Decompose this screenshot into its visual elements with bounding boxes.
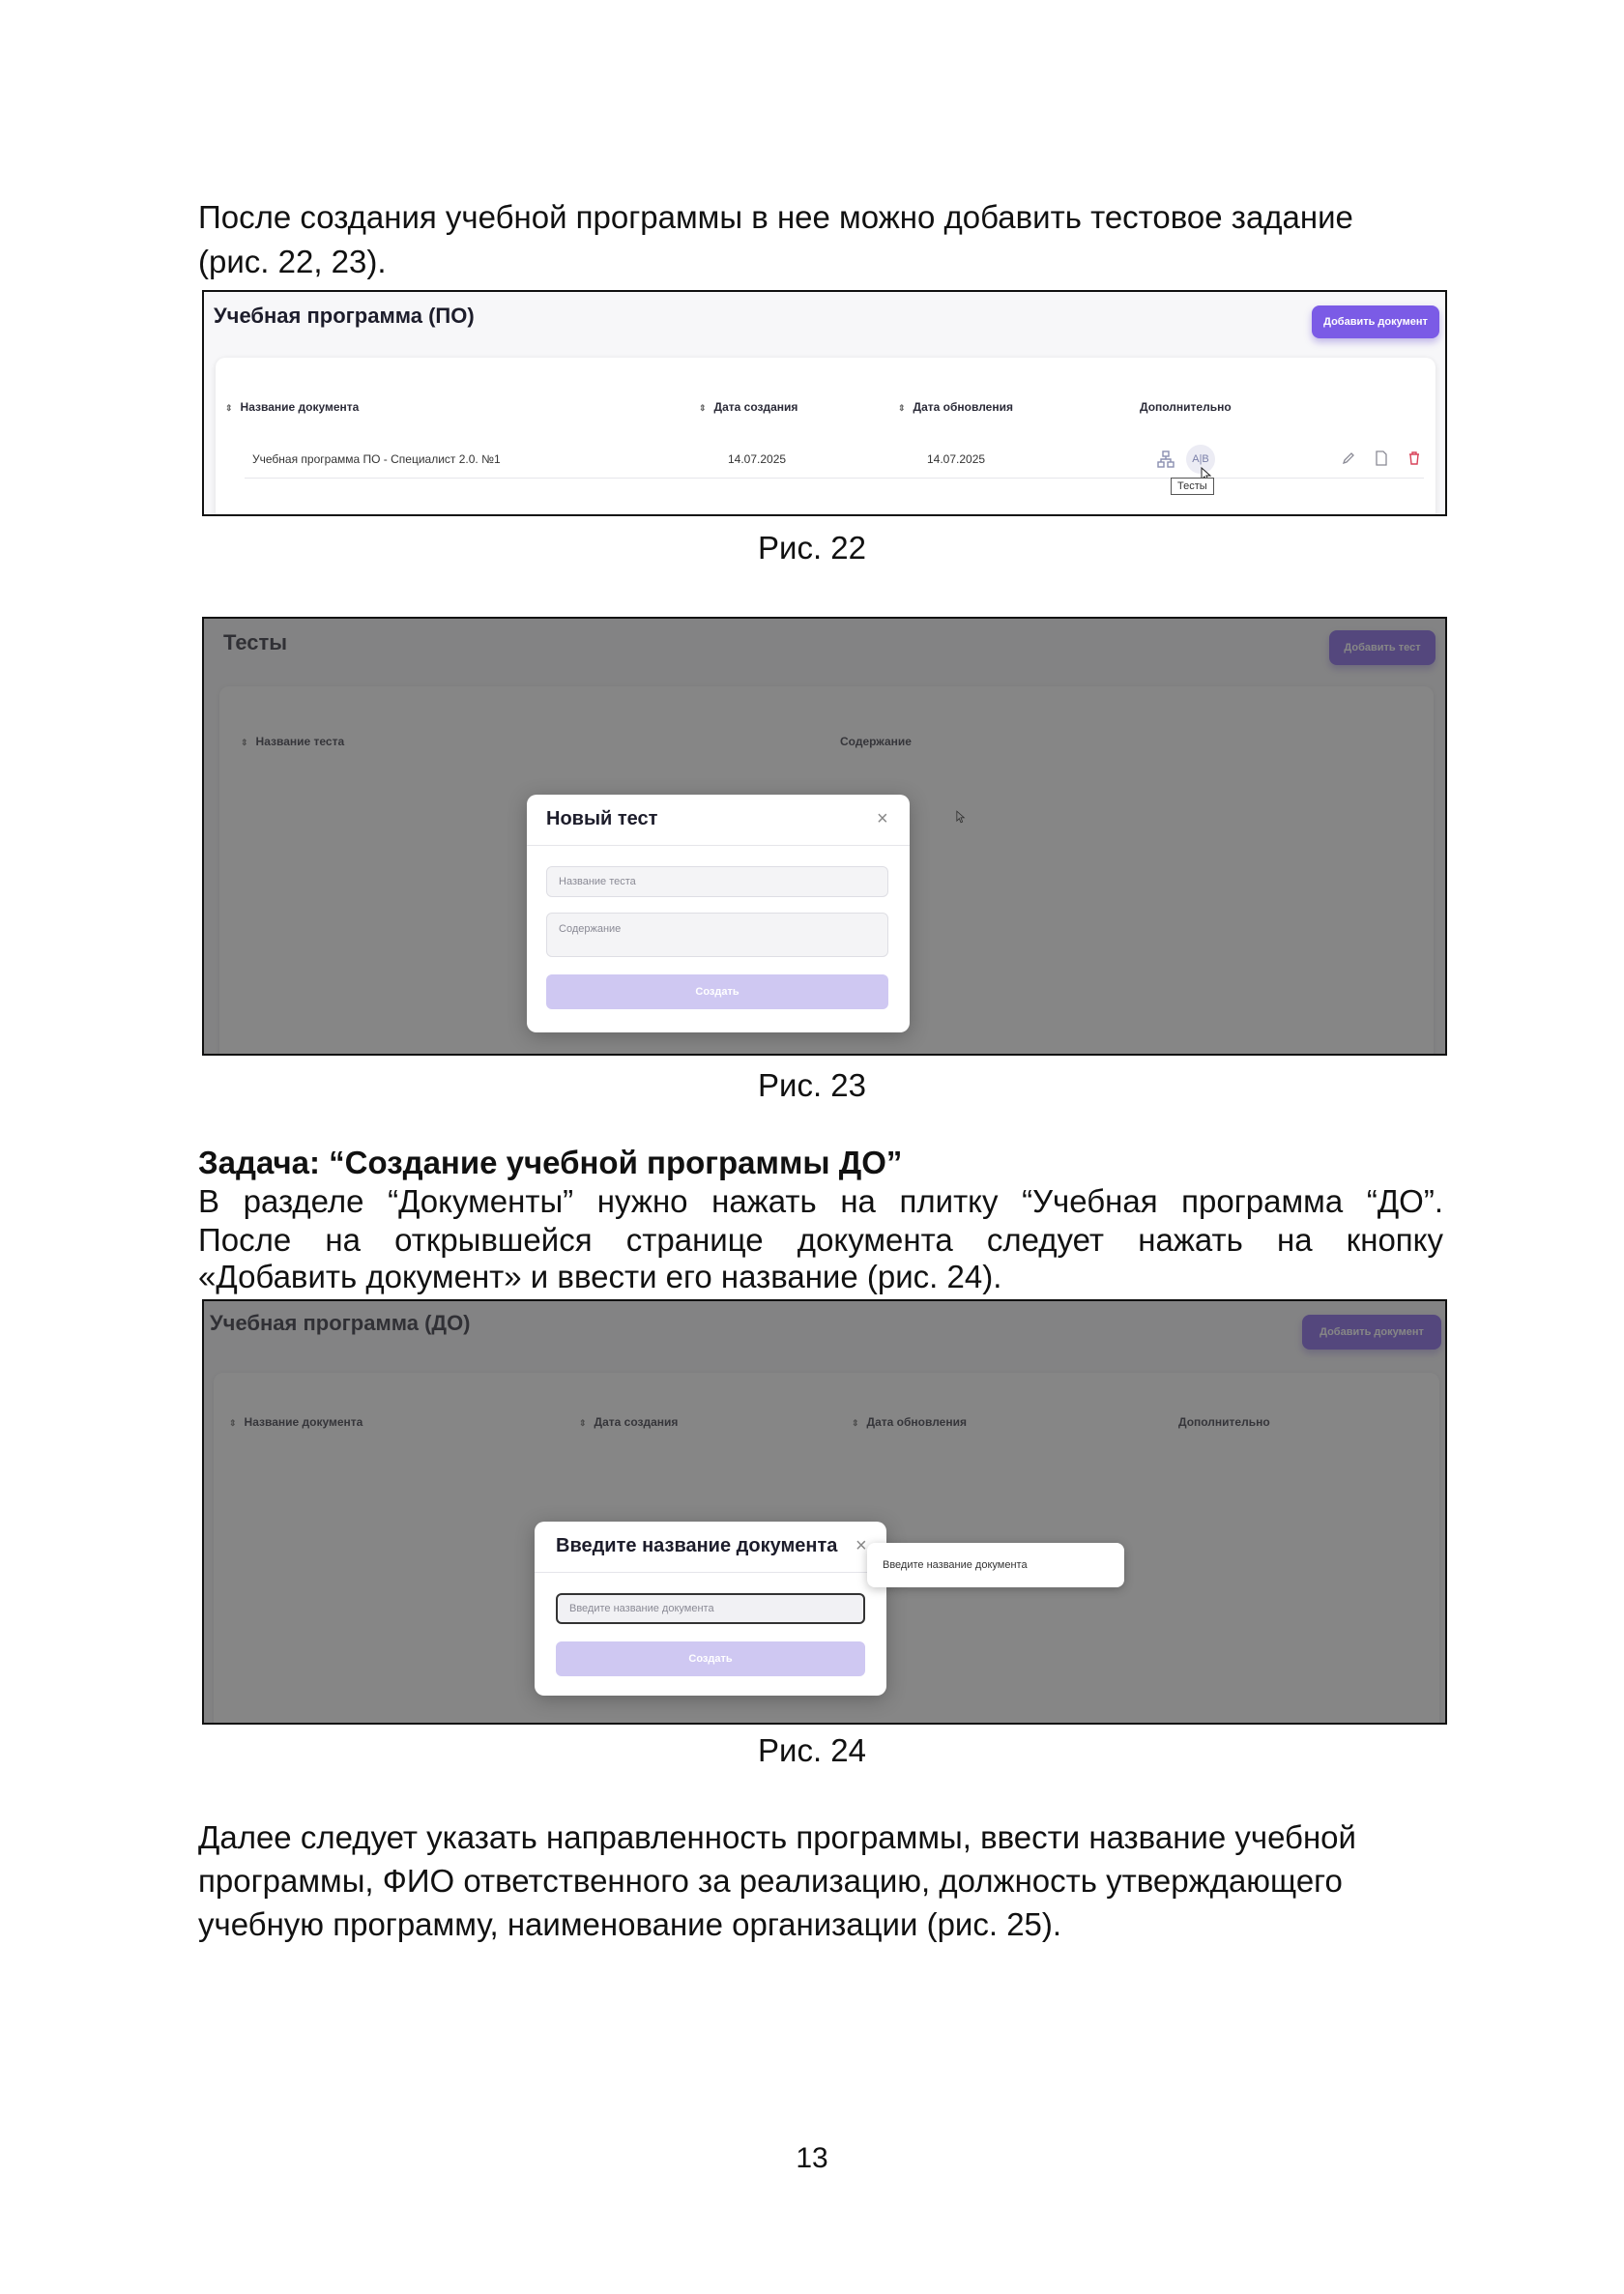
sort-icon[interactable]: ⇕ bbox=[699, 403, 707, 413]
fig24-caption: Рис. 24 bbox=[758, 1732, 866, 1768]
fig22-col-extra: Дополнительно bbox=[1140, 400, 1232, 414]
figure-23 bbox=[202, 617, 1447, 1056]
fig22-app bbox=[204, 292, 1445, 514]
fig23-modal-title: Новый тест bbox=[546, 808, 658, 829]
fig22-tooltip: Тесты bbox=[1171, 478, 1214, 495]
trash-icon[interactable] bbox=[1403, 447, 1426, 470]
fig24-document-name-modal bbox=[535, 1522, 886, 1696]
edit-icon[interactable] bbox=[1337, 447, 1360, 470]
intro-line-2: (рис. 22, 23). bbox=[198, 244, 387, 279]
outro-line-3: учебную программу, наименование организации (рис. 25). bbox=[198, 1906, 1062, 1942]
file-icon[interactable] bbox=[1370, 447, 1393, 470]
test-content-textarea[interactable]: Содержание bbox=[546, 913, 888, 957]
fig22-row-updated: 14.07.2025 bbox=[927, 452, 986, 466]
fig22-col-updated[interactable]: ⇕ Дата обновления bbox=[898, 400, 1013, 414]
fig22-row-created: 14.07.2025 bbox=[728, 452, 787, 466]
intro-line-1: После создания учебной программы в нее можно добавить тестовое задание bbox=[198, 199, 1353, 235]
fig24-modal-divider bbox=[535, 1572, 886, 1573]
sort-icon[interactable]: ⇕ bbox=[225, 403, 233, 413]
fig22-row-divider bbox=[245, 478, 1424, 479]
fig22-caption: Рис. 22 bbox=[758, 530, 866, 566]
fig24-create-button[interactable]: Создать bbox=[556, 1641, 865, 1676]
task-line-2: После на открывшейся странице документа следует нажать на кнопку bbox=[198, 1222, 1443, 1258]
task-line-1: В разделе “Документы” нужно нажать на плитку “Учебная программа “ДО”. bbox=[198, 1183, 1443, 1219]
fig22-col-name[interactable]: ⇕ Название документа bbox=[225, 400, 360, 414]
test-name-input[interactable]: Название теста bbox=[546, 866, 888, 897]
outro-line-1: Далее следует указать направленность программы, ввести название учебной bbox=[198, 1819, 1356, 1855]
fig22-row-name[interactable]: Учебная программа ПО - Специалист 2.0. №1 bbox=[252, 452, 501, 466]
close-icon[interactable]: × bbox=[856, 1535, 867, 1556]
fig22-table-card bbox=[216, 358, 1436, 516]
structure-icon[interactable] bbox=[1153, 447, 1178, 472]
sort-icon[interactable]: ⇕ bbox=[898, 403, 906, 413]
fig22-add-document-button[interactable]: Добавить документ bbox=[1312, 305, 1439, 338]
figure-24 bbox=[202, 1299, 1447, 1725]
task-heading: Задача: “Создание учебной программы ДО” bbox=[198, 1145, 903, 1180]
fig23-modal-divider bbox=[527, 845, 910, 846]
figure-22 bbox=[202, 290, 1447, 516]
ab-test-icon[interactable]: A|B bbox=[1186, 445, 1215, 474]
page-number: 13 bbox=[796, 2142, 828, 2174]
fig24-hint-popup: Введите название документа bbox=[867, 1543, 1124, 1587]
close-icon[interactable]: × bbox=[877, 808, 888, 829]
fig24-modal-title: Введите название документа bbox=[556, 1535, 838, 1556]
fig23-caption: Рис. 23 bbox=[758, 1067, 866, 1103]
fig22-page-title: Учебная программа (ПО) bbox=[214, 304, 475, 328]
outro-line-2: программы, ФИО ответственного за реализацию, должность утверждающего bbox=[198, 1863, 1343, 1899]
fig23-new-test-modal bbox=[527, 795, 910, 1032]
task-line-3: «Добавить документ» и ввести его название (рис. 24). bbox=[198, 1259, 1002, 1294]
fig22-col-created[interactable]: ⇕ Дата создания bbox=[699, 400, 798, 414]
fig23-create-button[interactable]: Создать bbox=[546, 974, 888, 1009]
document-name-input[interactable]: Введите название документа bbox=[556, 1593, 865, 1624]
